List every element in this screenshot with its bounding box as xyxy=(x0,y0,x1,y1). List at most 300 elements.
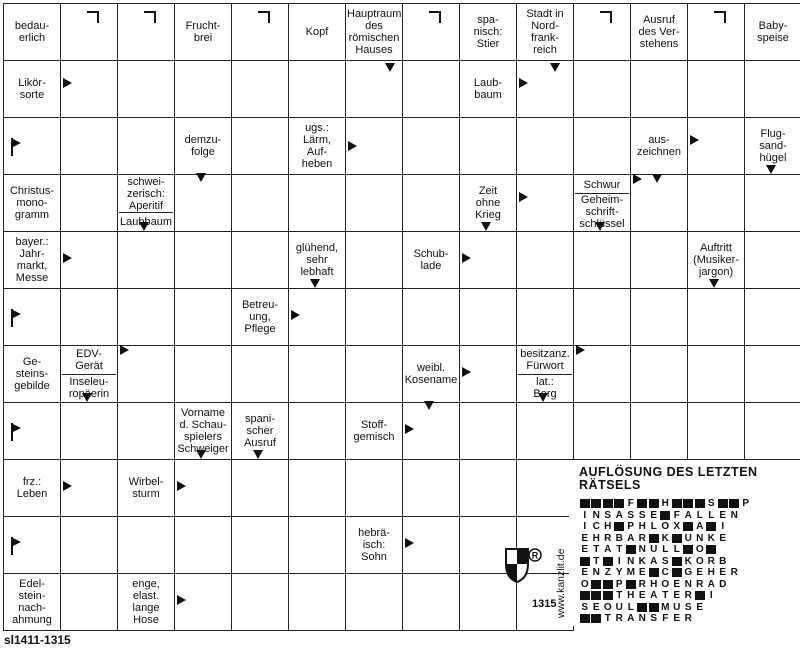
solution-letter: L xyxy=(650,521,657,532)
flag-arrow-icon xyxy=(11,138,23,156)
answer-cell[interactable] xyxy=(345,174,403,232)
answer-cell[interactable] xyxy=(573,288,631,346)
clue-text: Baby- speise xyxy=(757,20,789,44)
answer-cell[interactable] xyxy=(402,117,460,175)
arrow-right-icon xyxy=(576,345,585,355)
corner-arrow-icon xyxy=(714,11,726,23)
solution-letter: U xyxy=(615,601,623,613)
solution-letter: N xyxy=(696,532,704,544)
solution-row xyxy=(579,590,717,601)
flag-arrow-icon xyxy=(11,309,23,327)
solution-block xyxy=(695,499,705,508)
solution-letter: O xyxy=(695,555,704,567)
solution-letter: G xyxy=(684,567,693,578)
answer-cell[interactable] xyxy=(231,231,289,289)
clue-text: Kopf xyxy=(305,26,329,38)
corner-arrow-icon xyxy=(87,11,99,23)
arrow-right-icon xyxy=(519,78,528,88)
solution-block xyxy=(672,557,682,566)
solution-letter: O xyxy=(603,601,612,613)
clue-cell xyxy=(3,459,61,517)
arrow-right-icon xyxy=(348,141,357,151)
solution-letter: L xyxy=(627,601,634,613)
clue-text: Schub- lade xyxy=(413,248,449,272)
answer-cell[interactable] xyxy=(231,459,289,517)
answer-cell[interactable] xyxy=(516,288,574,346)
solution-letter: E xyxy=(581,567,589,578)
arrow-right-icon xyxy=(291,310,300,320)
answer-cell[interactable] xyxy=(345,345,403,403)
solution-letter: S xyxy=(707,498,715,509)
answer-cell[interactable] xyxy=(288,345,346,403)
solution-letter: A xyxy=(604,544,612,555)
solution-block xyxy=(603,499,613,508)
clue-text: demzu- folge xyxy=(184,134,222,158)
solution-letter: T xyxy=(662,590,669,601)
arrow-right-icon xyxy=(462,253,471,263)
arrow-right-icon xyxy=(519,192,528,202)
solution-letter: E xyxy=(673,590,681,601)
solution-letter: E xyxy=(592,601,600,613)
answer-cell[interactable] xyxy=(516,174,574,232)
clue-cell xyxy=(117,573,175,631)
answer-cell[interactable] xyxy=(117,231,175,289)
answer-cell[interactable] xyxy=(573,60,631,118)
solution-letter: U xyxy=(650,544,658,555)
answer-cell[interactable] xyxy=(744,60,800,118)
answer-cell[interactable] xyxy=(231,174,289,232)
clue-text: Likör- sorte xyxy=(18,77,46,101)
solution-block xyxy=(591,591,601,600)
clue-text: bayer.: Jahr- markt, Messe xyxy=(15,236,49,284)
solution-block xyxy=(718,499,728,508)
clue-cell xyxy=(3,174,61,232)
solution-letter: S xyxy=(684,601,692,613)
flag-arrow-icon xyxy=(11,537,23,555)
solution-letter: E xyxy=(719,532,727,544)
arrow-right-icon xyxy=(177,481,186,491)
clue-cell xyxy=(345,516,403,574)
answer-cell[interactable] xyxy=(744,288,800,346)
solution-row xyxy=(579,602,706,613)
clue-text: EDV- Gerät xyxy=(75,348,103,373)
solution-block xyxy=(649,568,659,577)
answer-cell[interactable] xyxy=(60,174,118,232)
solution-block xyxy=(603,591,613,600)
solution-letter: I xyxy=(617,555,621,567)
arrow-down-icon xyxy=(652,174,662,183)
solution-row xyxy=(579,556,729,567)
answer-cell[interactable] xyxy=(402,174,460,232)
solution-letter: O xyxy=(580,578,589,590)
arrow-right-icon xyxy=(690,135,699,145)
answer-cell[interactable] xyxy=(687,60,745,118)
solution-letter: R xyxy=(638,532,646,544)
arrow-down-icon xyxy=(385,63,395,72)
solution-letter: C xyxy=(592,521,600,532)
answer-cell[interactable] xyxy=(402,459,460,517)
solution-row xyxy=(579,579,729,590)
answer-cell[interactable] xyxy=(516,231,574,289)
clue-text: frz.: Leben xyxy=(16,476,48,500)
solution-block xyxy=(603,580,613,589)
arrow-right-icon xyxy=(405,538,414,548)
solution-letter: T xyxy=(593,544,600,555)
solution-letter: F xyxy=(662,613,669,624)
solution-letter: K xyxy=(684,555,692,567)
answer-cell[interactable] xyxy=(459,459,517,517)
solution-block xyxy=(683,499,693,508)
clue-text: Betreu- ung, Pflege xyxy=(241,299,279,335)
solution-letter: R xyxy=(615,613,623,624)
clue-text: hebrä- isch: Sohn xyxy=(358,527,390,563)
solution-letter: A xyxy=(650,555,658,567)
arrow-right-icon xyxy=(633,174,642,184)
answer-cell[interactable] xyxy=(288,459,346,517)
answer-cell[interactable] xyxy=(459,288,517,346)
solution-letter: S xyxy=(604,509,612,521)
solution-letter: F xyxy=(627,498,634,509)
solution-letter: E xyxy=(673,578,681,590)
flag-arrow-icon xyxy=(11,423,23,441)
solution-letter: A xyxy=(696,521,704,532)
arrow-down-icon xyxy=(310,279,320,288)
answer-cell[interactable] xyxy=(231,573,289,631)
solution-letter: N xyxy=(684,578,692,590)
answer-cell[interactable] xyxy=(60,402,118,460)
answer-cell[interactable] xyxy=(687,174,745,232)
clue-cell xyxy=(3,231,61,289)
arrow-right-icon xyxy=(63,253,72,263)
answer-cell[interactable] xyxy=(117,516,175,574)
answer-cell[interactable] xyxy=(630,231,688,289)
solution-block xyxy=(614,522,624,531)
clue-cell xyxy=(345,3,403,61)
solution-letter: I xyxy=(721,521,725,532)
answer-cell[interactable] xyxy=(345,231,403,289)
arrow-down-icon xyxy=(424,401,434,410)
clue-cell xyxy=(630,3,688,61)
answer-cell[interactable] xyxy=(231,60,289,118)
arrow-down-icon xyxy=(766,165,776,174)
arrow-down-icon xyxy=(196,450,206,459)
solution-letter: S xyxy=(638,509,646,521)
solution-letter: T xyxy=(616,590,623,601)
clue-cell xyxy=(402,231,460,289)
answer-cell[interactable] xyxy=(231,345,289,403)
arrow-right-icon xyxy=(63,481,72,491)
clue-text: Christus- mono- gramm xyxy=(9,185,54,221)
arrow-down-icon xyxy=(196,173,206,182)
answer-cell[interactable] xyxy=(60,516,118,574)
clue-text: Ge- steins- gebilde xyxy=(14,356,50,392)
clue-cell xyxy=(459,3,517,61)
answer-cell[interactable] xyxy=(117,288,175,346)
clue-cell xyxy=(3,3,61,61)
solution-block xyxy=(591,580,601,589)
answer-cell[interactable] xyxy=(174,516,232,574)
solution-block xyxy=(683,545,693,554)
answer-cell[interactable] xyxy=(573,231,631,289)
answer-cell[interactable] xyxy=(288,573,346,631)
answer-cell[interactable] xyxy=(573,402,631,460)
corner-arrow-icon xyxy=(144,11,156,23)
solution-title: AUFLÖSUNG DES LETZTEN RÄTSELS xyxy=(579,465,758,492)
solution-block xyxy=(626,580,636,589)
website-text: www.kanzlit.de xyxy=(555,548,567,618)
answer-cell[interactable] xyxy=(630,345,688,403)
clue-cell xyxy=(3,345,61,403)
clue-cell xyxy=(288,3,346,61)
solution-block xyxy=(706,522,716,531)
answer-cell[interactable] xyxy=(288,174,346,232)
solution-letter: A xyxy=(627,613,635,624)
answer-cell[interactable] xyxy=(117,402,175,460)
solution-letter: N xyxy=(627,555,635,567)
solution-letter: M xyxy=(626,567,635,578)
solution-block xyxy=(649,603,659,612)
solution-block xyxy=(580,591,590,600)
clue-text: Stoff- gemisch xyxy=(353,419,395,443)
clue-text: besitzanz. Fürwort xyxy=(520,348,570,373)
clue-cell xyxy=(402,345,460,403)
clue-text: Flug- sand- hügel xyxy=(759,128,787,164)
clue-cell xyxy=(459,60,517,118)
clue-text: glühend, sehr lebhaft xyxy=(295,242,339,278)
solution-letter: P xyxy=(742,498,750,509)
solution-block xyxy=(660,511,670,520)
solution-letter: H xyxy=(650,578,658,590)
solution-letter: S xyxy=(581,601,589,613)
solution-block xyxy=(626,545,636,554)
answer-cell[interactable] xyxy=(231,117,289,175)
issue-number: 1315 xyxy=(532,598,557,610)
solution-letter: D xyxy=(719,578,727,590)
solution-block xyxy=(637,499,647,508)
solution-block xyxy=(580,614,590,623)
clue-text: Laub- baum xyxy=(473,77,503,101)
clue-text: Edel- stein- nach- ahmung xyxy=(12,578,52,626)
clue-text: Hauptraum des römischen Hauses xyxy=(347,8,402,56)
answer-cell[interactable] xyxy=(516,60,574,118)
answer-cell[interactable] xyxy=(573,117,631,175)
clue-text: Inseleu- ropäerin xyxy=(62,374,116,402)
clue-text: Zeit ohne Krieg xyxy=(475,185,501,221)
solution-letter: B xyxy=(615,532,623,544)
answer-cell[interactable] xyxy=(174,174,232,232)
solution-letter: X xyxy=(673,521,681,532)
solution-letter: A xyxy=(627,532,635,544)
solution-row xyxy=(579,533,729,544)
answer-cell[interactable] xyxy=(516,459,574,517)
answer-cell[interactable] xyxy=(60,573,118,631)
clue-text: schwei- zerisch: Aperitif xyxy=(127,176,165,212)
answer-cell[interactable] xyxy=(459,117,517,175)
solution-row xyxy=(579,498,752,509)
solution-block xyxy=(706,545,716,554)
answer-cell[interactable] xyxy=(687,402,745,460)
footer-code: sl1411-1315 xyxy=(4,633,71,647)
solution-letter: L xyxy=(662,544,669,555)
solution-letter: P xyxy=(615,578,623,590)
solution-block xyxy=(672,568,682,577)
solution-letter: N xyxy=(592,509,600,521)
solution-block xyxy=(637,603,647,612)
answer-cell[interactable] xyxy=(744,345,800,403)
solution-letter: T xyxy=(604,613,611,624)
clue-cell xyxy=(3,60,61,118)
solution-letter: E xyxy=(650,509,658,521)
solution-letter: N xyxy=(730,509,738,521)
solution-block xyxy=(729,499,739,508)
solution-row xyxy=(579,510,740,521)
clue-text: spa- nisch: Stier xyxy=(473,14,503,50)
answer-cell[interactable] xyxy=(630,288,688,346)
arrow-down-icon xyxy=(595,222,605,231)
solution-letter: L xyxy=(708,509,715,521)
answer-cell[interactable] xyxy=(516,402,574,460)
answer-cell[interactable] xyxy=(402,288,460,346)
answer-cell[interactable] xyxy=(117,60,175,118)
solution-block xyxy=(603,557,613,566)
shield-logo-icon xyxy=(503,546,543,584)
solution-letter: H xyxy=(604,521,612,532)
solution-letter: A xyxy=(684,509,692,521)
solution-letter: A xyxy=(650,590,658,601)
clue-text: Geheim- schrift- schlüssel xyxy=(575,193,629,230)
answer-cell[interactable] xyxy=(288,402,346,460)
clue-text: bedau- erlich xyxy=(14,20,50,44)
answer-cell[interactable] xyxy=(117,117,175,175)
solution-letter: O xyxy=(695,544,704,555)
solution-row xyxy=(579,544,717,555)
clue-text: Schwur xyxy=(583,178,621,191)
answer-cell[interactable] xyxy=(687,288,745,346)
solution-letter: K xyxy=(707,532,715,544)
answer-cell[interactable] xyxy=(231,516,289,574)
solution-letter: R xyxy=(684,590,692,601)
solution-letter: C xyxy=(661,567,669,578)
solution-block xyxy=(672,499,682,508)
solution-letter: I xyxy=(583,521,587,532)
solution-block xyxy=(591,499,601,508)
answer-cell[interactable] xyxy=(60,117,118,175)
clue-cell xyxy=(117,459,175,517)
solution-letter: O xyxy=(661,521,670,532)
solution-letter: A xyxy=(707,578,715,590)
answer-cell[interactable] xyxy=(60,288,118,346)
answer-cell[interactable] xyxy=(687,345,745,403)
solution-letter: E xyxy=(581,532,589,544)
clue-text: enge, elast. lange Hose xyxy=(132,578,160,626)
solution-letter: N xyxy=(638,613,646,624)
website-label xyxy=(555,518,569,618)
corner-arrow-icon xyxy=(258,11,270,23)
answer-cell[interactable] xyxy=(174,288,232,346)
clue-text: aus- zeichnen xyxy=(636,134,682,158)
solution-letter: P xyxy=(627,521,635,532)
clue-text: Vorname d. Schau- spielers Schweiger xyxy=(177,407,229,455)
answer-cell[interactable] xyxy=(288,516,346,574)
solution-letter: O xyxy=(661,578,670,590)
solution-letter: K xyxy=(638,555,646,567)
solution-panel xyxy=(569,460,797,626)
answer-cell[interactable] xyxy=(60,60,118,118)
answer-cell[interactable] xyxy=(744,402,800,460)
solution-letter: L xyxy=(696,509,703,521)
answer-cell[interactable] xyxy=(744,174,800,232)
answer-cell[interactable] xyxy=(630,60,688,118)
solution-letter: E xyxy=(696,601,704,613)
solution-letter: T xyxy=(616,544,623,555)
answer-cell[interactable] xyxy=(459,402,517,460)
solution-letter: E xyxy=(673,613,681,624)
answer-cell[interactable] xyxy=(744,231,800,289)
solution-letter: R xyxy=(684,613,692,624)
clue-cell xyxy=(630,117,688,175)
answer-cell[interactable] xyxy=(402,60,460,118)
solution-letter: B xyxy=(719,555,727,567)
clue-text: Laubbaum xyxy=(119,212,173,230)
solution-letter: E xyxy=(696,567,704,578)
clue-text: Ausruf des Ver- stehens xyxy=(638,14,680,50)
solution-letter: S xyxy=(650,613,658,624)
answer-cell[interactable] xyxy=(402,573,460,631)
solution-letter: R xyxy=(638,578,646,590)
arrow-right-icon xyxy=(63,78,72,88)
clue-cell xyxy=(174,117,232,175)
answer-cell[interactable] xyxy=(516,117,574,175)
solution-letter: Y xyxy=(615,567,623,578)
solution-letter: A xyxy=(615,509,623,521)
solution-letter: M xyxy=(661,601,670,613)
solution-block xyxy=(649,534,659,543)
clue-text: spani- scher Ausruf xyxy=(244,413,276,449)
solution-letter: E xyxy=(638,567,646,578)
svg-text:R: R xyxy=(531,550,539,561)
arrow-right-icon xyxy=(177,595,186,605)
answer-cell[interactable] xyxy=(345,573,403,631)
solution-letter: R xyxy=(604,532,612,544)
answer-cell[interactable] xyxy=(345,459,403,517)
arrow-right-icon xyxy=(405,424,414,434)
corner-arrow-icon xyxy=(429,11,441,23)
solution-letter: S xyxy=(661,555,669,567)
clue-cell xyxy=(345,402,403,460)
clue-cell xyxy=(516,3,574,61)
solution-letter: H xyxy=(707,567,715,578)
answer-cell[interactable] xyxy=(174,60,232,118)
arrow-down-icon xyxy=(709,279,719,288)
clue-text: ugs.: Lärm, Auf- heben xyxy=(301,122,333,170)
answer-cell[interactable] xyxy=(174,345,232,403)
clue-text: Wirbel- sturm xyxy=(128,476,164,500)
solution-letter: H xyxy=(627,590,635,601)
answer-cell[interactable] xyxy=(288,60,346,118)
solution-letter: K xyxy=(661,532,669,544)
solution-letter: I xyxy=(583,509,587,521)
solution-letter: L xyxy=(673,544,680,555)
answer-cell[interactable] xyxy=(687,117,745,175)
solution-letter: Z xyxy=(604,567,611,578)
solution-letter: S xyxy=(627,509,635,521)
answer-cell[interactable] xyxy=(174,231,232,289)
answer-cell[interactable] xyxy=(345,288,403,346)
arrow-right-icon xyxy=(462,367,471,377)
answer-cell[interactable] xyxy=(630,402,688,460)
clue-cell xyxy=(288,117,346,175)
solution-letter: N xyxy=(638,544,646,555)
